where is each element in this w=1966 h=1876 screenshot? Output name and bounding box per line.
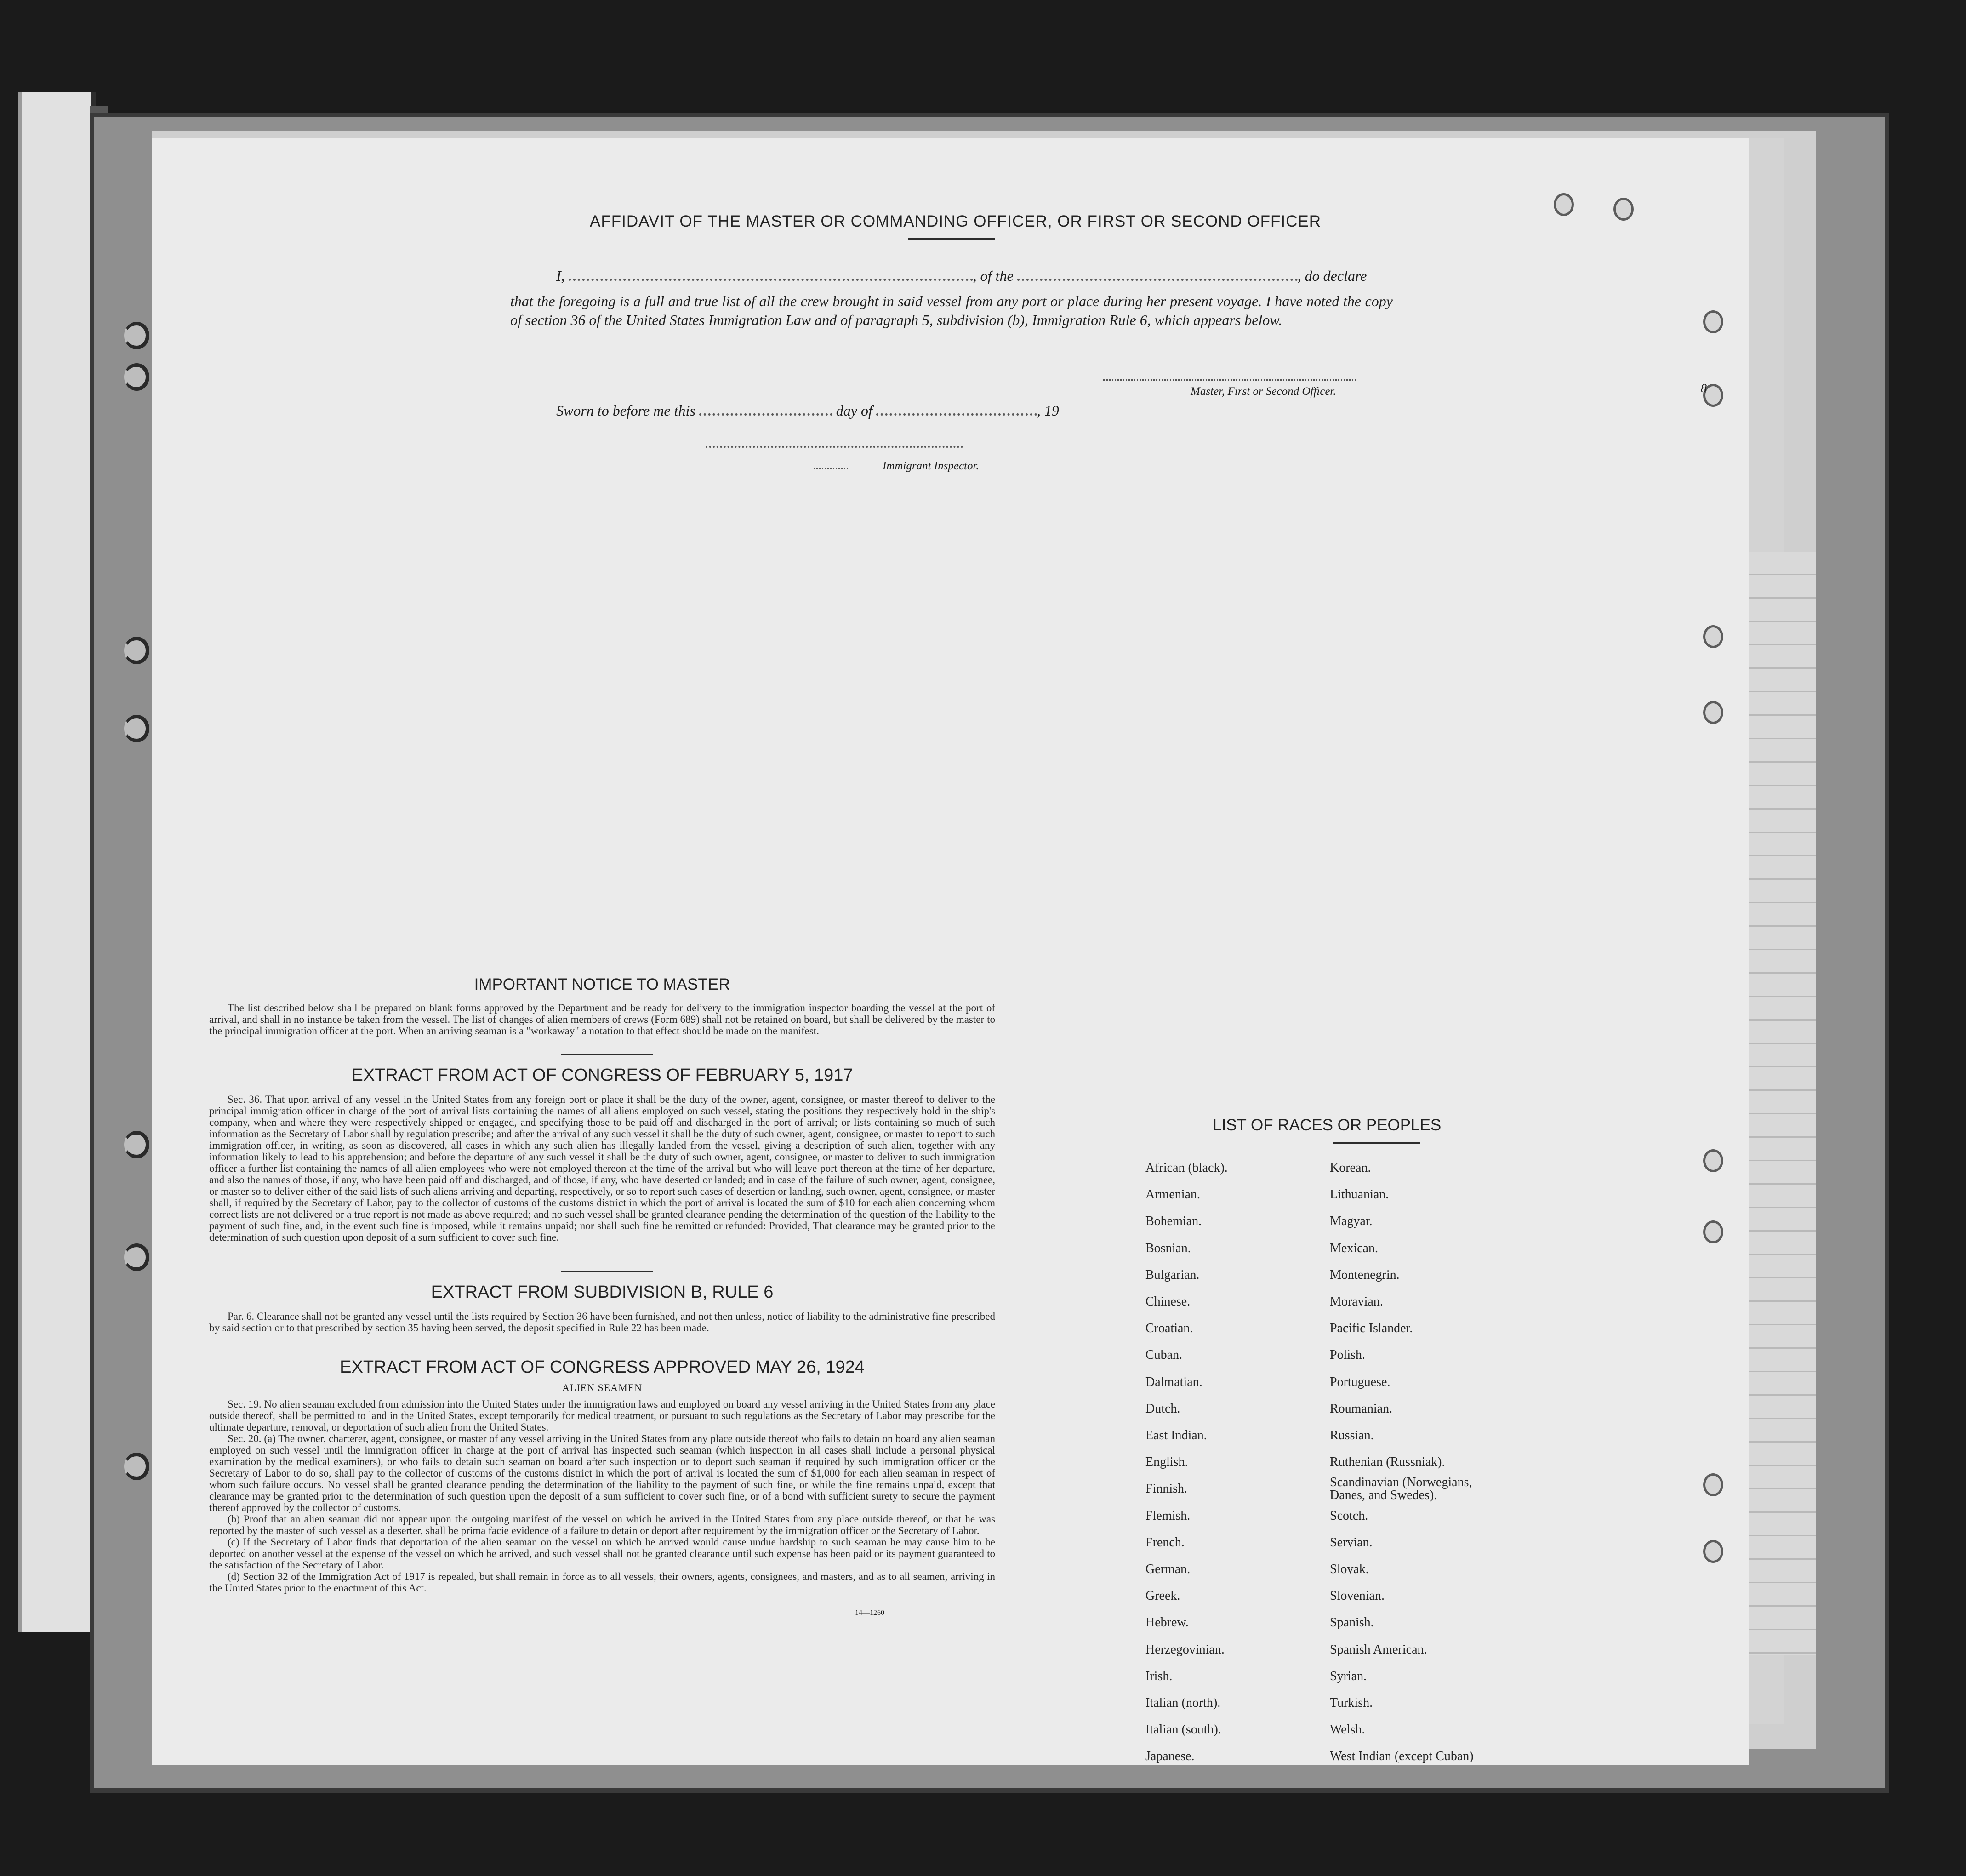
extract-rule6-title: EXTRACT FROM SUBDIVISION B, RULE 6	[431, 1283, 774, 1302]
extract-1924-section	[209, 1357, 995, 1594]
race-item: German.	[1145, 1562, 1191, 1576]
i-label: I,	[556, 268, 565, 284]
race-item: Korean.	[1330, 1161, 1371, 1175]
race-item: Scandinavian (Norwegians, Danes, and Swedes).	[1330, 1475, 1472, 1502]
inspector-label: Immigrant Inspector.	[883, 460, 979, 472]
binder-ring-icon	[124, 1131, 149, 1158]
left-binder-strip	[18, 92, 96, 1632]
race-item: Flemish.	[1145, 1509, 1191, 1523]
race-item: Hebrew.	[1145, 1615, 1189, 1630]
race-item: Dalmatian.	[1145, 1375, 1202, 1389]
race-item: Herzegovinian.	[1145, 1642, 1225, 1657]
race-item: Welsh.	[1330, 1722, 1365, 1737]
sec-20a-paragraph: Sec. 20. (a) The owner, charterer, agent, consignee, or master of any vessel arriving in the United States from any place outside thereof who fails to detain on board any alien seaman employed on such vessel until the immigration officer in charge at the port of arrival has inspected such seaman (which inspection in all cases shall include a personal physical examination by the medical examiners), or who fails to detain such seaman on board after such inspection or to deport such seaman if required by such immigration officer or the Secretary of Labor to do so, shall pay to the collector of customs of the customs district in which the port of arrival is located the sum of $1,000 for each alien seaman in respect of whom such failure occurs. No vessel shall be granted clearance pending the determination of the liability to the payment of such fine, or while the fine remains unpaid, except that clearance may be granted prior to the determination of such question upon the deposit of a sum sufficient to cover such fine, or of a bond with sufficient surety to secure the payment thereof approved by the collector of customs.	[209, 1433, 995, 1513]
day-of-label: day of	[836, 402, 872, 419]
extract-1917-title: EXTRACT FROM ACT OF CONGRESS OF FEBRUARY 5, 1917	[351, 1066, 853, 1085]
margin-note: 8	[1701, 382, 1707, 395]
race-item: Lithuanian.	[1330, 1187, 1389, 1202]
race-item: Irish.	[1145, 1669, 1173, 1683]
month-blank[interactable]	[876, 413, 1037, 416]
vessel-blank[interactable]	[1017, 279, 1298, 281]
sec-20c-paragraph: (c) If the Secretary of Labor finds that deportation of the alien seaman on the vessel on which he arrived would cause undue hardship to such seaman he may cause him to be deported on another vessel at the expense of the vessel on which he arrived, and such vessel shall not be granted clearance until such expense has been paid or its payment guaranteed to the satisfaction of the Secretary of Labor.	[209, 1536, 995, 1571]
sec-20d-paragraph: (d) Section 32 of the Immigration Act of 1917 is repealed, but shall remain in force as to all vessels, their owners, agents, consignees, and masters, and as to all seamen, arriving in the United States prior to the enactment of this Act.	[209, 1571, 995, 1594]
race-item: Italian (south).	[1145, 1722, 1221, 1737]
races-rule	[1333, 1142, 1420, 1144]
binder-ring-icon	[124, 1243, 149, 1271]
race-item: Ruthenian (Russniak).	[1330, 1455, 1445, 1469]
race-item: Japanese.	[1145, 1749, 1195, 1763]
race-item: Bohemian.	[1145, 1214, 1202, 1228]
title-rule	[908, 238, 995, 240]
race-item: Cuban.	[1145, 1348, 1183, 1362]
extract-rule6-text: Par. 6. Clearance shall not be granted any vessel until the lists required by Section 36 have been furnished, and not then unless, notice of liability to the administrative fine prescribed by said section or to that prescribed by section 35 having been served, the deposit specified in Rule 22 has been made.	[209, 1311, 995, 1334]
race-item: Chinese.	[1145, 1294, 1191, 1309]
day-blank[interactable]	[699, 413, 832, 416]
race-item: Magyar.	[1330, 1214, 1373, 1228]
binder-ring-icon	[124, 322, 149, 349]
sworn-line	[556, 402, 1059, 419]
signature-line[interactable]	[1103, 379, 1356, 381]
form-number: 14—1260	[855, 1609, 884, 1617]
race-item: Spanish American.	[1330, 1642, 1427, 1657]
race-item: Mexican.	[1330, 1241, 1378, 1255]
binder-ring-icon	[124, 1453, 149, 1480]
race-item: Bosnian.	[1145, 1241, 1191, 1255]
race-item: Greek.	[1145, 1589, 1180, 1603]
race-item: Finnish.	[1145, 1482, 1188, 1496]
punch-hole-icon	[1703, 625, 1723, 648]
race-item: Turkish.	[1330, 1696, 1373, 1710]
binder-ring-icon	[124, 363, 149, 391]
sec-20b-paragraph: (b) Proof that an alien seaman did not appear upon the outgoing manifest of the vessel on which he arrived in the United States from any place outside thereof, or that he was reported by the master of such vessel as a deserter, shall be prima facie evidence of a failure to detain or deport after requirement by the immigration officer or the Secretary of Labor.	[209, 1513, 995, 1536]
binder-ring-icon	[124, 715, 149, 742]
race-item: Bulgarian.	[1145, 1268, 1200, 1282]
extract-rule6-section	[209, 1283, 995, 1334]
race-item: Armenian.	[1145, 1187, 1200, 1202]
race-item: West Indian (except Cuban)	[1330, 1749, 1474, 1763]
race-item: Pacific Islander.	[1330, 1321, 1413, 1335]
sworn-label: Sworn to before me this	[556, 402, 695, 419]
race-item: Dutch.	[1145, 1402, 1180, 1416]
year-label: , 19	[1037, 402, 1059, 419]
race-item: French.	[1145, 1535, 1185, 1550]
race-item: Slovak.	[1330, 1562, 1369, 1576]
extract-1924-subtitle: ALIEN SEAMEN	[562, 1382, 642, 1393]
affidavit-declaration-line	[556, 268, 1544, 285]
of-the-label: , of the	[973, 268, 1014, 284]
name-blank[interactable]	[569, 279, 973, 281]
race-item: East Indian.	[1145, 1428, 1207, 1443]
extract-1924-text	[209, 1398, 995, 1594]
notice-text: The list described below shall be prepared on blank forms approved by the Department and be ready for delivery to the immigration inspector boarding the vessel at the port of arrival, and shall in no instance be taken from the vessel. The list of changes of alien members of crews (Form 689) shall not be retained on board, but shall be delivered by the master to the principal immigration officer at the port. When an arriving seaman is a "workaway" a notation to that effect should be made on the manifest.	[209, 1002, 995, 1037]
race-item: English.	[1145, 1455, 1188, 1469]
extract-1917-text: Sec. 36. That upon arrival of any vessel in the United States from any foreign port or place it shall be the duty of the owner, agent, consignee, or master thereof to deliver to the principal immigration officer in charge of the port of arrival lists containing the names of all aliens employed on such vessel, stating the positions they respectively hold in the ship's company, when and where they were respectively shipped or engaged, and specifying those to be paid off and discharged in the port of arrival; or lists containing so much of such information as the Secretary of Labor shall by regulation prescribe; and after the arrival of any such vessel it shall be the duty of such owner, agent, consignee, or master to report to such immigration officer, in writing, as soon as discovered, all cases in which any such alien has illegally landed from the vessel, giving a description of such alien, together with any information likely to lead to his apprehension; and before the departure of any such vessel it shall be the duty of such owner, agent, consignee, or master to deliver to such immigration officer a further list containing the names of all alien employees who were not employed thereon at the time of the arrival but who will leave port thereon at the time of her departure, and also the names of those, if any, who have been paid off and discharged, and of those, if any, who have deserted or landed; and in case of the failure of such owner, agent, consignee, or master so to deliver either of the said lists of such aliens arriving and departing, respectively, or so to report such cases of desertion or landing, such owner, agent, consignee, or master shall, if required by the Secretary of Labor, pay to the collector of customs of the customs district in which the port of arrival is located the sum of $10 for each alien concerning whom correct lists are not delivered or a true report is not made as above required; and no such vessel shall be granted clearance pending the determination of the question of the liability to the payment of such fine, and, in the event such fine is imposed, while it remains unpaid; nor shall such fine be remitted or refunded: Provided, That clearance may be granted prior to the determination of such question upon deposit of a sum sufficient to cover such fine.	[209, 1094, 995, 1243]
sec-19-paragraph: Sec. 19. No alien seaman excluded from admission into the United States under the immigration laws and employed on board any vessel arriving in the United States from any place outside thereof, shall be permitted to land in the United States, except temporarily for medical treatment, or pursuant to such regulations as the Secretary of Labor may prescribe for the ultimate departure, removal, or deportation of such alien from the United States.	[209, 1398, 995, 1433]
race-item: Scotch.	[1330, 1509, 1368, 1523]
race-item: Croatian.	[1145, 1321, 1193, 1335]
binder-ring-icon	[124, 637, 149, 664]
race-item: Italian (north).	[1145, 1696, 1221, 1710]
race-item: African (black).	[1145, 1161, 1228, 1175]
punch-hole-icon	[1703, 310, 1723, 333]
document-page	[152, 138, 1749, 1765]
extract-1917-rule	[561, 1271, 653, 1272]
race-item: Syrian.	[1330, 1669, 1367, 1683]
race-item: Spanish.	[1330, 1615, 1374, 1630]
race-item: Russian.	[1330, 1428, 1374, 1443]
race-item: Slovenian.	[1330, 1589, 1385, 1603]
punch-hole-icon	[1703, 1149, 1723, 1172]
race-item: Roumanian.	[1330, 1402, 1393, 1416]
punch-hole-icon	[1703, 1540, 1723, 1563]
race-item: Portuguese.	[1330, 1375, 1390, 1389]
punch-hole-icon	[1613, 198, 1634, 221]
do-declare-label: , do declare	[1297, 268, 1367, 284]
extract-1917-section	[209, 1066, 995, 1243]
notice-section	[209, 975, 995, 1037]
inspector-signature-line[interactable]	[706, 446, 963, 448]
affidavit-body: that the foregoing is a full and true list of all the crew brought in said vessel from any port or place during her present voyage. I have noted the copy of section 36 of the United States Immigration Law and of paragraph 5, subdivision (b), Immigration Rule 6, which appears below.	[510, 293, 1393, 328]
ruled-sheet-edge	[1749, 552, 1816, 1655]
race-item: Servian.	[1330, 1535, 1373, 1550]
notice-title: IMPORTANT NOTICE TO MASTER	[474, 975, 730, 993]
race-item: Montenegrin.	[1330, 1268, 1400, 1282]
punch-hole-icon	[1703, 1473, 1723, 1496]
race-item: Moravian.	[1330, 1294, 1383, 1309]
punch-hole-icon	[1703, 701, 1723, 724]
races-title: LIST OF RACES OR PEOPLES	[1213, 1116, 1442, 1134]
punch-hole-icon	[1703, 1220, 1723, 1243]
extract-1924-title: EXTRACT FROM ACT OF CONGRESS APPROVED MAY 26, 1924	[340, 1357, 865, 1377]
notice-rule	[561, 1054, 653, 1055]
punch-hole-icon	[1554, 193, 1574, 216]
race-item: Polish.	[1330, 1348, 1366, 1362]
affidavit-title: AFFIDAVIT OF THE MASTER OR COMMANDING OFFICER, OR FIRST OR SECOND OFFICER	[590, 212, 1322, 230]
master-signature-label: Master, First or Second Officer.	[1191, 385, 1336, 398]
inspector-line-lead	[814, 468, 848, 469]
